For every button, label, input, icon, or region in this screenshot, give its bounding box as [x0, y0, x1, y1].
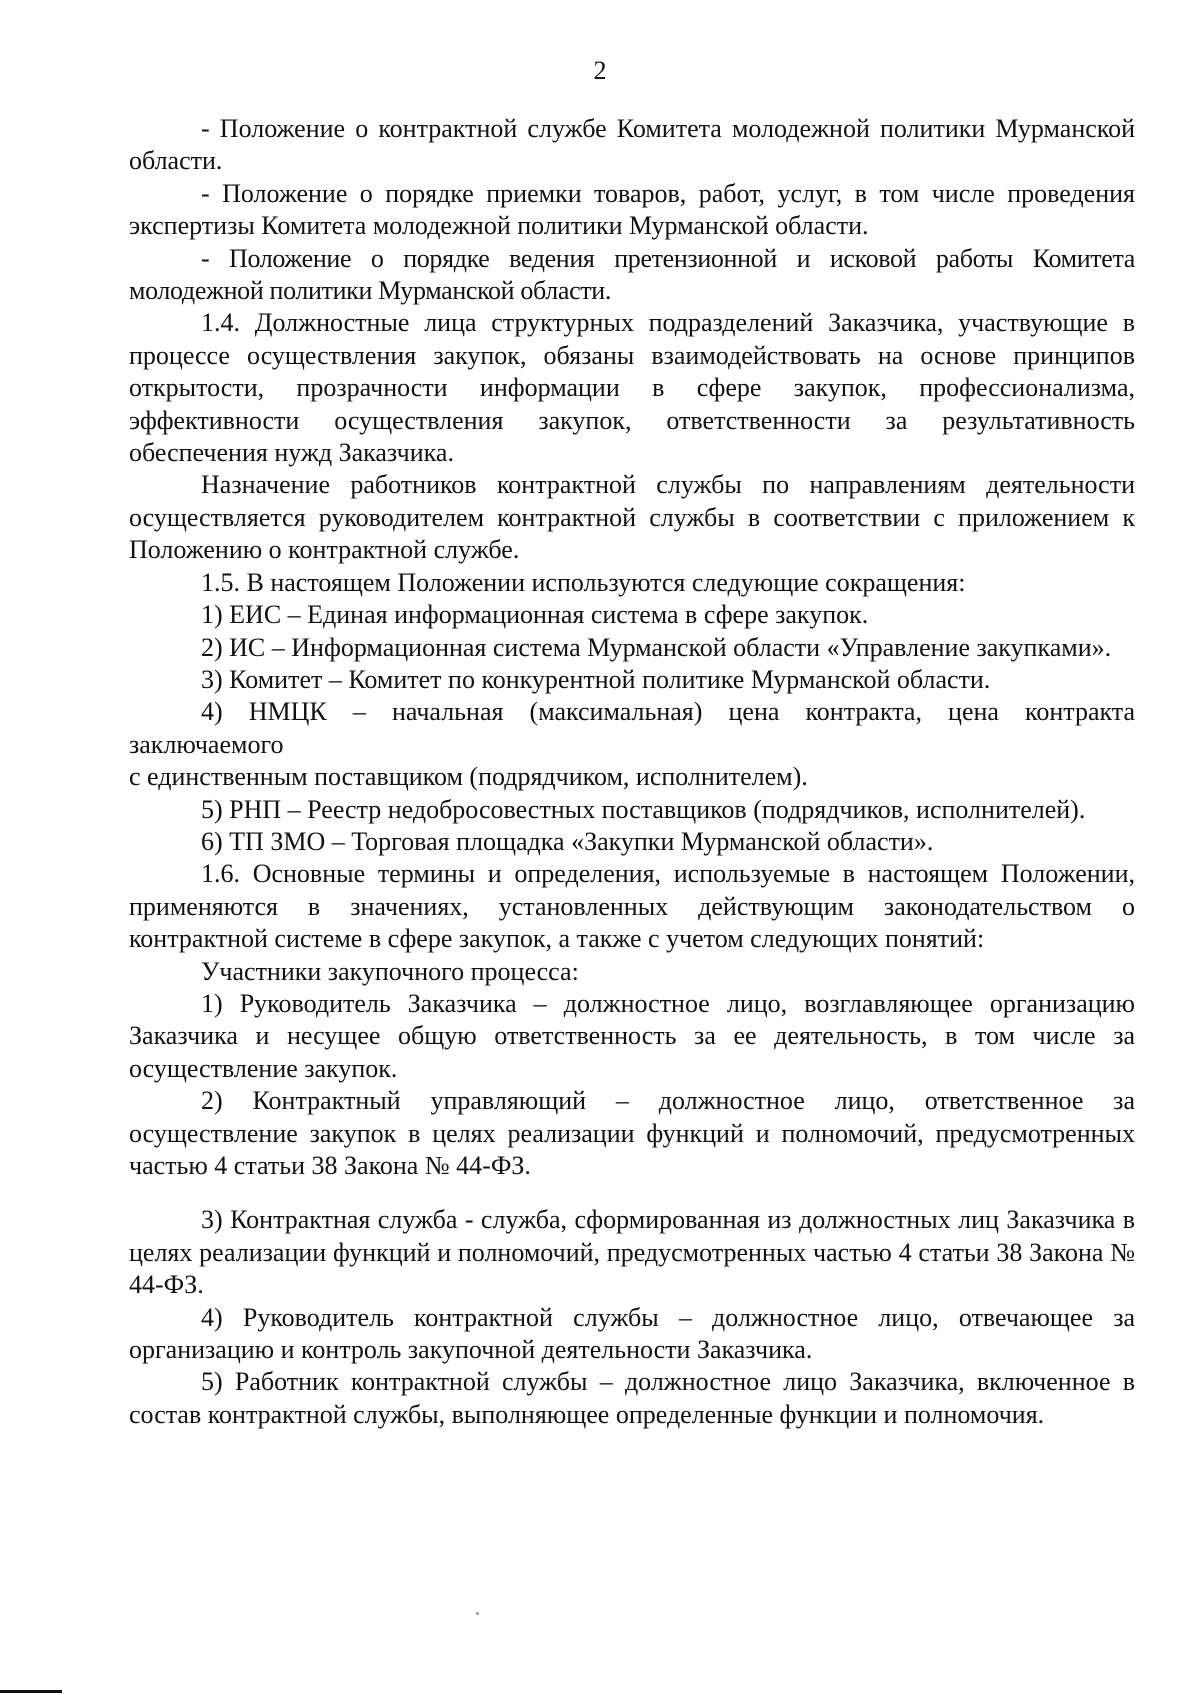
list-item: 2) ИС – Информационная система Мурманской области «Управление закупками».: [201, 632, 1112, 662]
paragraph: Участники закупочного процесса:: [201, 956, 579, 986]
paragraph: - Положение о порядке ведения претензионной и исковой работы Комитета молодежной политики Мурманской области.: [129, 243, 1135, 306]
list-item-continuation: с единственным поставщиком (подрядчиком, исполнителем).: [129, 762, 808, 792]
list-item: 6) ТП ЗМО – Торговая площадка «Закупки Мурманской области».: [201, 826, 934, 856]
list-item: 5) Работник контрактной службы – должностное лицо Заказчика, включенное в состав контрактной службы, выполняющее определенные функции и полномочия.: [129, 1367, 1135, 1429]
list-item: 3) Комитет – Комитет по конкурентной политике Мурманской области.: [201, 664, 991, 694]
list-item: 1) Руководитель Заказчика – должностное лицо, возглавляющее организацию Заказчика и несущее общую ответственность за ее деятельность, в том числе за осуществление закупок.: [129, 988, 1135, 1083]
list-item: 1) ЕИС – Единая информационная система в сфере закупок.: [201, 600, 869, 630]
list-item: 5) РНП – Реестр недобросовестных поставщиков (подрядчиков, исполнителей).: [201, 794, 1086, 824]
list-item: 4) НМЦК – начальная (максимальная) цена контракта, цена контракта заключаемого: [129, 697, 1135, 759]
paragraph: 1.5. В настоящем Положении используются следующие сокращения:: [201, 567, 966, 597]
paragraph: - Положение о порядке приемки товаров, работ, услуг, в том числе проведения экспертизы Комитета молодежной политики Мурманской области.: [129, 178, 1135, 241]
document-body: [129, 113, 1135, 1431]
list-item: 3) Контрактная служба - служба, сформированная из должностных лиц Заказчика в целях реализации функций и полномочий, предусмотренных частью 4 статьи 38 Закона № 44-ФЗ.: [129, 1205, 1135, 1300]
list-item: 2) Контрактный управляющий – должностное лицо, ответственное за осуществление закупок в целях реализации функций и полномочий, предусмотренных частью 4 статьи 38 Закона № 44-ФЗ.: [129, 1086, 1135, 1180]
list-item: 4) Руководитель контрактной службы – должностное лицо, отвечающее за организацию и контроль закупочной деятельности Заказчика.: [129, 1302, 1135, 1365]
paragraph: 1.4. Должностные лица структурных подразделений Заказчика, участвующие в процессе осуществления закупок, обязаны взаимодействовать на основе принципов открытости, прозрачности информации в сфере закупок, профессионализма, эффективности осуществления закупок, ответственности за результативность обеспечения нужд Заказчика.: [129, 308, 1135, 468]
paragraph: - Положение о контрактной службе Комитета молодежной политики Мурманской области.: [129, 114, 1135, 176]
paragraph: Назначение работников контрактной службы по направлениям деятельности осуществляется руководителем контрактной службы в соответствии с приложением к Положению о контрактной службе.: [129, 470, 1135, 565]
bottom-edge-mark: [0, 1690, 62, 1693]
scan-speck: [476, 1612, 479, 1615]
paragraph: 1.6. Основные термины и определения, используемые в настоящем Положении, применяются в значениях, установленных действующим законодательством о контрактной системе в сфере закупок, а также с учетом следующих понятий:: [129, 859, 1135, 954]
page-number: 2: [593, 56, 607, 85]
